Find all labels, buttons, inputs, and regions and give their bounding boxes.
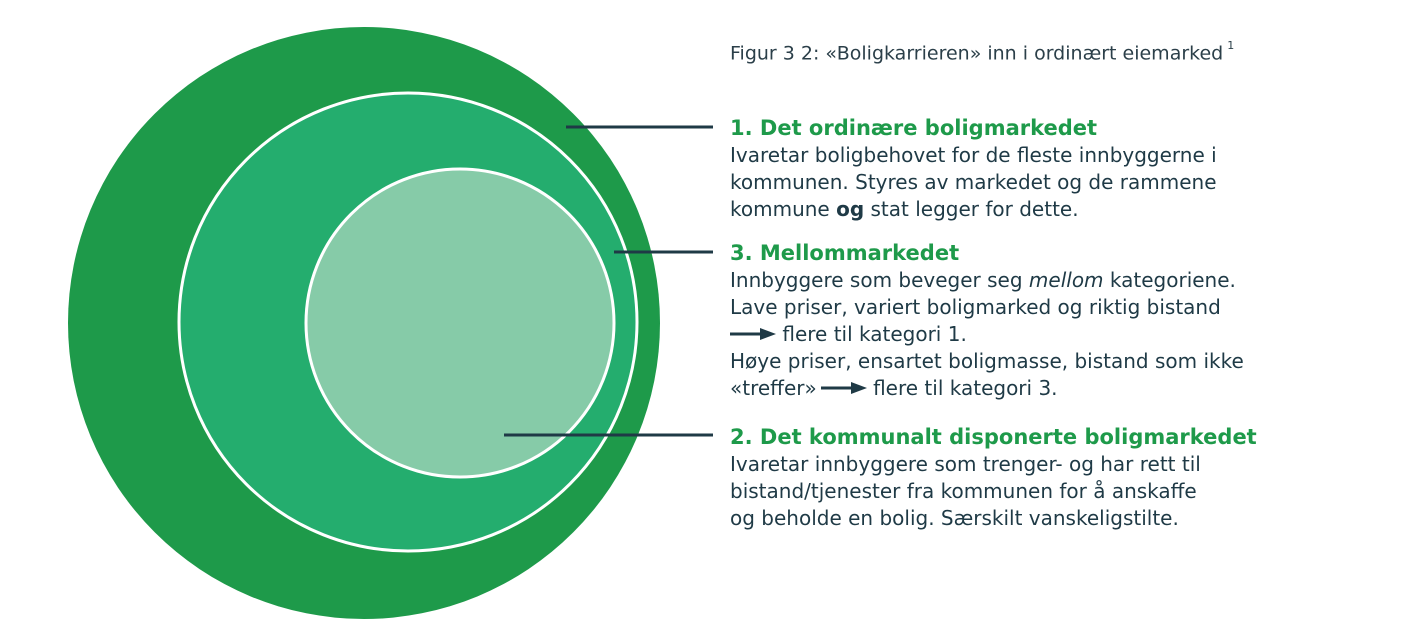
- figure-title-text: Figur 3 2: «Boligkarrieren» inn i ordinært eiemarked: [730, 42, 1224, 65]
- category-middle-line: [730, 321, 1400, 348]
- text-segment: kommune: [730, 197, 837, 221]
- right-arrow-icon: [821, 381, 867, 395]
- category-middle-heading: 3. Mellommarkedet: [730, 241, 960, 265]
- category-ordinary-block: [730, 115, 1400, 223]
- category-municipal-line: og beholde en bolig. Særskilt vanskeligstilte.: [730, 506, 1179, 530]
- category-ordinary-line: kommunen. Styres av markedet og de rammene: [730, 170, 1217, 194]
- bold-word: og: [836, 197, 865, 221]
- inner-circle-municipal-market: [306, 169, 614, 477]
- category-municipal-block: [730, 424, 1400, 532]
- text-segment: kategoriene.: [1103, 268, 1236, 292]
- category-ordinary-heading: 1. Det ordinære boligmarkedet: [730, 116, 1098, 140]
- text-segment: flere til kategori 1.: [776, 322, 967, 346]
- right-arrow-icon: [730, 327, 776, 341]
- text-segment: flere til kategori 3.: [866, 376, 1058, 400]
- category-middle-block: [730, 240, 1400, 402]
- category-ordinary-line-last: [730, 196, 1400, 223]
- category-municipal-heading: 2. Det kommunalt disponerte boligmarkedet: [730, 425, 1257, 449]
- category-middle-line: Høye priser, ensartet boligmasse, bistand som ikke: [730, 349, 1244, 373]
- category-ordinary-line: Ivaretar boligbehovet for de fleste innbyggerne i: [730, 143, 1217, 167]
- text-segment: Innbyggere som beveger seg: [730, 268, 1029, 292]
- figure-footnote-marker: 1: [1227, 39, 1235, 52]
- text-segment: stat legger for dette.: [864, 197, 1079, 221]
- category-middle-line: [730, 267, 1400, 294]
- category-middle-line: [730, 375, 1400, 402]
- figure-title: [730, 39, 1235, 65]
- category-municipal-line: Ivaretar innbyggere som trenger- og har rett til: [730, 452, 1201, 476]
- italic-word: mellom: [1028, 268, 1104, 292]
- text-segment: «treffer»: [730, 376, 817, 400]
- category-municipal-line: bistand/tjenester fra kommunen for å anskaffe: [730, 479, 1197, 503]
- category-middle-line: Lave priser, variert boligmarked og riktig bistand: [730, 295, 1221, 319]
